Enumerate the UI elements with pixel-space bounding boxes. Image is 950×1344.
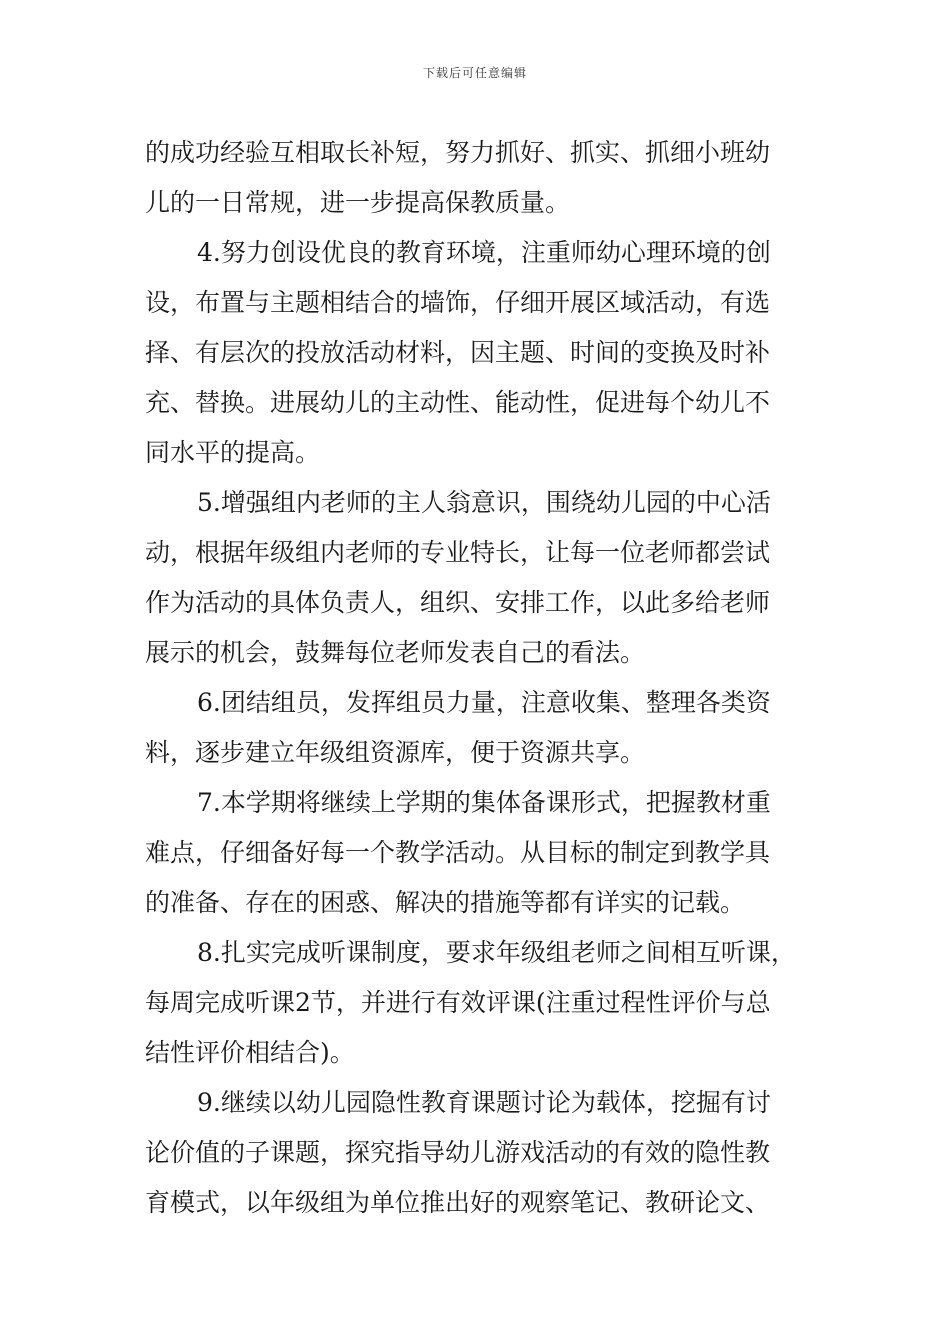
text-line: 6.团结组员，发挥组员力量，注意收集、整理各类资 (197, 688, 771, 717)
text-line: 的准备、存在的困惑、解决的措施等都有详实的记载。 (145, 888, 746, 917)
text-line: 论价值的子课题，探究指导幼儿游戏活动的有效的隐性教 (145, 1138, 771, 1167)
text-line: 同水平的提高。 (145, 438, 321, 467)
text-line: 设，布置与主题相结合的墙饰，仔细开展区域活动，有选 (145, 288, 771, 317)
text-line: 充、替换。进展幼儿的主动性、能动性，促进每个幼儿不 (145, 388, 771, 417)
text-line: 7.本学期将继续上学期的集体备课形式，把握教材重 (197, 788, 771, 817)
document-body (145, 128, 810, 1228)
text-line: 结性评价相结合)。 (145, 1038, 355, 1067)
text-line: 每周完成听课2节，并进行有效评课(注重过程性评价与总 (145, 988, 771, 1017)
text-line: 的成功经验互相取长补短，努力抓好、抓实、抓细小班幼 (145, 138, 771, 167)
text-line: 择、有层次的投放活动材料，因主题、时间的变换及时补 (145, 338, 771, 367)
text-line: 展示的机会，鼓舞每位老师发表自己的看法。 (145, 638, 646, 667)
text-line: 8.扎实完成听课制度，要求年级组老师之间相互听课， (197, 938, 796, 967)
text-line: 育模式，以年级组为单位推出好的观察笔记、教研论文、 (145, 1188, 771, 1217)
text-line: 5.增强组内老师的主人翁意识，围绕幼儿园的中心活 (197, 488, 771, 517)
text-line: 作为活动的具体负责人，组织、安排工作，以此多给老师 (145, 588, 771, 617)
text-line: 儿的一日常规，进一步提高保教质量。 (145, 188, 571, 217)
header-note: 下载后可任意编辑 (422, 66, 527, 80)
text-line: 4.努力创设优良的教育环境，注重师幼心理环境的创 (197, 238, 771, 267)
text-line: 难点，仔细备好每一个教学活动。从目标的制定到教学具 (145, 838, 771, 867)
text-line: 9.继续以幼儿园隐性教育课题讨论为载体，挖掘有讨 (197, 1088, 771, 1117)
text-line: 动，根据年级组内老师的专业特长，让每一位老师都尝试 (145, 538, 771, 567)
text-line: 料，逐步建立年级组资源库，便于资源共享。 (145, 738, 646, 767)
